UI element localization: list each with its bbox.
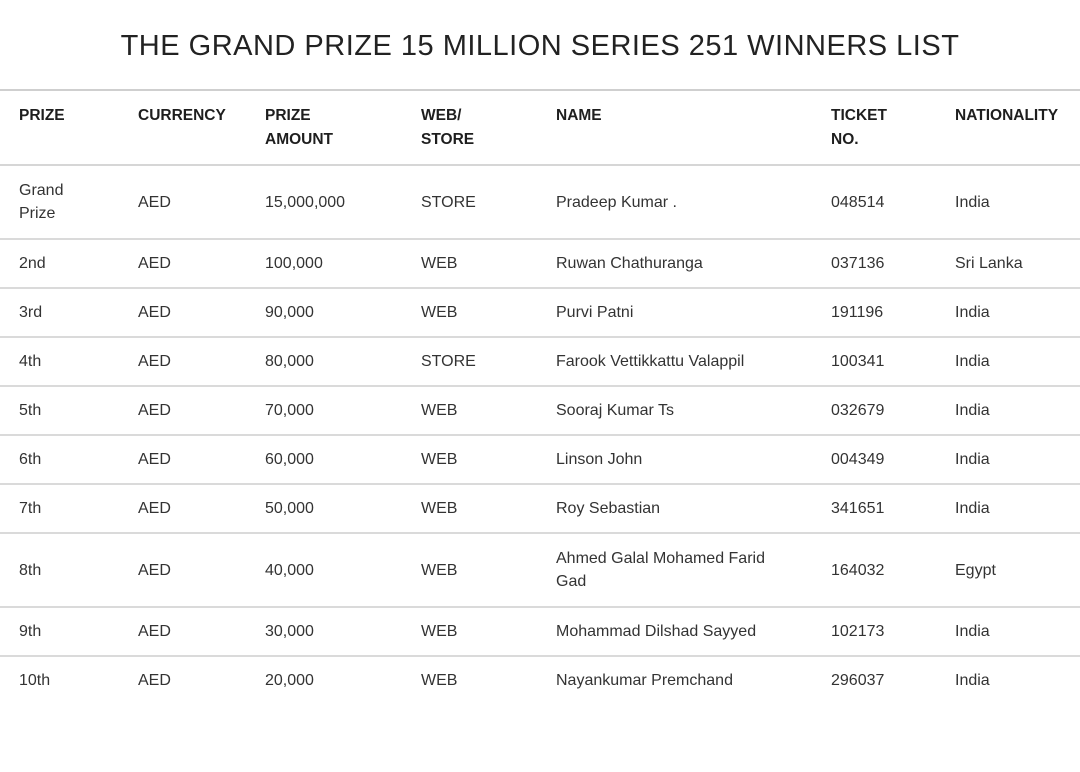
header-amount-line1: PRIZE — [265, 107, 311, 124]
cell-ticket: 164032 — [812, 533, 936, 607]
cell-name: Ruwan Chathuranga — [537, 239, 812, 288]
cell-channel: WEB — [402, 607, 537, 656]
cell-nationality: India — [936, 337, 1080, 386]
cell-nationality: India — [955, 672, 990, 689]
cell-channel: WEB — [402, 435, 537, 484]
name-line2: Gad — [556, 573, 587, 590]
cell-currency: AED — [119, 165, 246, 239]
cell-prize: 5th — [0, 386, 119, 435]
cell-currency: AED — [119, 288, 246, 337]
cell-channel: WEB — [402, 386, 537, 435]
header-web-line2: STORE — [421, 131, 475, 148]
cell-amount: 40,000 — [246, 533, 402, 607]
winners-table — [0, 89, 1080, 704]
cell-ticket: 037136 — [812, 239, 936, 288]
cell-amount: 90,000 — [246, 288, 402, 337]
cell-channel: WEB — [402, 288, 537, 337]
cell-channel: STORE — [402, 165, 537, 239]
table-row — [0, 386, 1080, 435]
cell-prize: 4th — [0, 337, 119, 386]
cell-name: Pradeep Kumar . — [537, 165, 812, 239]
cell-currency: AED — [119, 337, 246, 386]
header-web-store — [402, 90, 537, 165]
cell-prize: 9th — [0, 607, 119, 656]
cell-prize: 7th — [0, 484, 119, 533]
cell-nationality: Egypt — [936, 533, 1080, 607]
cell-currency: AED — [138, 672, 171, 689]
table-row — [0, 288, 1080, 337]
header-currency — [119, 90, 246, 165]
prize-line2: Prize — [19, 205, 56, 222]
table-row — [0, 484, 1080, 533]
header-prize-amount — [246, 90, 402, 165]
cell-name: Mohammad Dilshad Sayyed — [537, 607, 812, 656]
table-row — [0, 533, 1080, 607]
table-header-row — [0, 90, 1080, 165]
name-line1: Ahmed Galal Mohamed Farid — [556, 550, 765, 567]
cell-prize: 10th — [19, 672, 51, 689]
cell-currency: AED — [119, 533, 246, 607]
cell-currency: AED — [119, 607, 246, 656]
cell-prize: 8th — [0, 533, 119, 607]
cell-prize — [0, 165, 119, 239]
cell-ticket: 296037 — [831, 672, 885, 689]
cell-channel: STORE — [402, 337, 537, 386]
cell-name — [537, 533, 812, 607]
header-nationality — [936, 90, 1080, 165]
header-ticket-no — [812, 90, 936, 165]
header-amount-line2: AMOUNT — [265, 131, 334, 148]
cell-ticket: 102173 — [812, 607, 936, 656]
cell-ticket: 004349 — [812, 435, 936, 484]
cell-prize: 3rd — [0, 288, 119, 337]
cell-amount: 50,000 — [246, 484, 402, 533]
cell-amount: 70,000 — [246, 386, 402, 435]
header-prize — [0, 90, 119, 165]
cell-nationality: India — [936, 607, 1080, 656]
header-nationality-label: NATIONALITY — [955, 107, 1059, 124]
cell-amount: 30,000 — [246, 607, 402, 656]
cell-channel: WEB — [402, 239, 537, 288]
header-ticket-line1: TICKET — [831, 107, 887, 124]
prize-line1: Grand — [19, 182, 64, 199]
cell-currency: AED — [119, 484, 246, 533]
table-row — [0, 435, 1080, 484]
cell-name: Purvi Patni — [537, 288, 812, 337]
cell-channel: WEB — [402, 484, 537, 533]
cell-nationality: India — [936, 165, 1080, 239]
header-name — [537, 90, 812, 165]
cell-ticket: 100341 — [812, 337, 936, 386]
cell-channel: WEB — [421, 672, 458, 689]
table-row — [0, 656, 1080, 704]
table-row — [0, 607, 1080, 656]
cell-prize: 2nd — [0, 239, 119, 288]
cell-name: Sooraj Kumar Ts — [537, 386, 812, 435]
cell-amount: 100,000 — [246, 239, 402, 288]
cell-name: Nayankumar Premchand — [556, 672, 733, 689]
cell-prize: 6th — [0, 435, 119, 484]
cell-amount: 15,000,000 — [246, 165, 402, 239]
cell-amount: 20,000 — [265, 672, 314, 689]
header-web-line1: WEB/ — [421, 107, 462, 124]
cell-ticket: 032679 — [812, 386, 936, 435]
cell-name: Linson John — [537, 435, 812, 484]
cell-nationality: India — [936, 386, 1080, 435]
page-title: THE GRAND PRIZE 15 MILLION SERIES 251 WINNERS LIST — [120, 30, 960, 62]
cell-ticket: 048514 — [812, 165, 936, 239]
table-row — [0, 165, 1080, 239]
cell-nationality: Sri Lanka — [936, 239, 1080, 288]
cell-currency: AED — [119, 435, 246, 484]
header-name-label: NAME — [556, 107, 602, 124]
cell-ticket: 191196 — [812, 288, 936, 337]
cell-amount: 60,000 — [246, 435, 402, 484]
cell-amount: 80,000 — [246, 337, 402, 386]
cell-name: Roy Sebastian — [537, 484, 812, 533]
cell-channel: WEB — [402, 533, 537, 607]
cell-nationality: India — [936, 484, 1080, 533]
header-currency-label: CURRENCY — [138, 107, 226, 124]
cell-currency: AED — [119, 386, 246, 435]
cell-name: Farook Vettikkattu Valappil — [537, 337, 812, 386]
table-row — [0, 239, 1080, 288]
cell-ticket: 341651 — [812, 484, 936, 533]
cell-currency: AED — [119, 239, 246, 288]
table-row — [0, 337, 1080, 386]
header-ticket-line2: NO. — [831, 131, 859, 148]
header-prize-label: PRIZE — [19, 107, 65, 124]
cell-nationality: India — [936, 288, 1080, 337]
cell-nationality: India — [936, 435, 1080, 484]
